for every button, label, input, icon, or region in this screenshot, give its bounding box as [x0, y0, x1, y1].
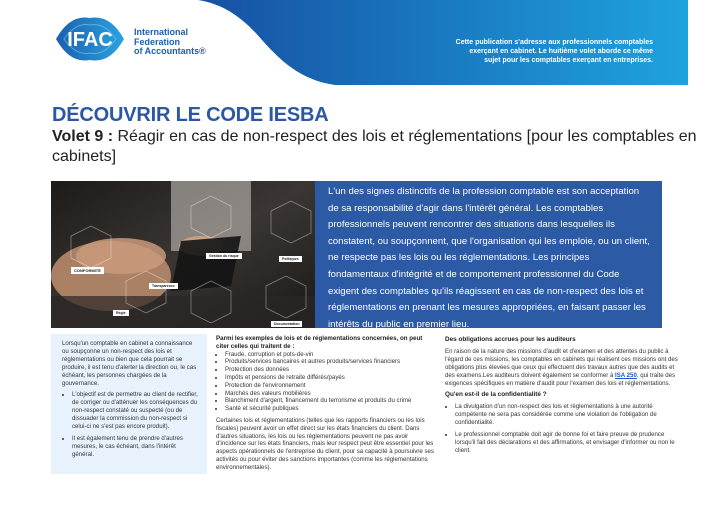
examples-list: [216, 351, 436, 413]
ifac-logo-text: [134, 28, 206, 57]
intro-text: L'un des signes distinctifs de la profession comptable est son acceptation de sa responsabilité d'agir dans l'intérêt général. Les comptables professionnels peuvent rencontrer des situations dans lesquelles ils constatent, ou soupçonnent, que l'organisation qui les emploie, ou un client, ne respecte pas les lois ou les réglementations. Les principes fondamentaux d'intégrité et de comportement professionnel du Code exigent des comptables qu'ils réagissent en cas de non-respect des lois et réglementations en prenant les mesures appropriées, en faisant passer les intérêts du public en premier lieu.: [328, 186, 650, 330]
image-label: Transparence: [149, 283, 178, 289]
list-item: • Il est également tenu de prendre d'autres mesures, le cas échéant, dans l'intérêt général.: [72, 435, 198, 459]
list-item: • Protection de l'environnement: [225, 382, 436, 390]
image-label: Documentation: [271, 321, 302, 327]
ifac-logo: [50, 14, 130, 64]
list-item: • L'objectif est de permettre au client de rectifier, de corriger ou d'atténuer les conséquences du non-respect constaté ou suspecté (ou de dissuader la commission du non-respect si celui-ci ne s'est pas encore produit).: [72, 391, 198, 431]
examples-column: [216, 335, 436, 472]
auditors-paragraph: [445, 348, 681, 388]
confidentiality-heading: Qu'en est-il de la confidentialité ?: [445, 391, 547, 399]
list-item: • Blanchiment d'argent, financement du terrorisme et produits du crime: [225, 397, 436, 405]
list-item: • Santé et sécurité publiques: [225, 405, 436, 413]
confidentiality-list: [445, 403, 681, 454]
auditors-heading: Des obligations accrues pour les auditeurs: [445, 336, 576, 343]
image-label: Règle: [113, 310, 129, 316]
list-item: • La divulgation d'un non-respect des lois et réglementations à une autorité compétente ne sera pas considérée comme une violation de l'obligation de confidentialité.: [455, 403, 681, 427]
paragraph-text: , qui traite des exigences spécifiques en matière d'audit pour l'examen des lois et réglementations.: [445, 371, 676, 387]
image-label: CONFORMITÉ: [71, 267, 104, 274]
svg-text:IFAC: IFAC: [67, 29, 113, 51]
logo-line: of Accountants®: [134, 46, 206, 56]
logo-line: Federation: [134, 36, 181, 47]
isa-250-link[interactable]: ISA 250: [615, 371, 637, 379]
image-label: Politiques: [279, 256, 302, 262]
intro-box: [315, 181, 662, 328]
logo-line: International: [134, 27, 189, 37]
list-item: • Le professionnel comptable doit agir de bonne foi et faire preuve de prudence lorsqu'il fait des déclarations et des affirmations, et envisager d'informer ou non le client.: [455, 431, 681, 455]
list-item: • Fraude, corruption et pots-de-vin: [225, 351, 436, 359]
summary-intro: Lorsqu'un comptable en cabinet a connaissance ou soupçonne un non-respect des lois et réglementations ou bien que cela pourrait se produire, il est tenu d'alerter la direction ou, le cas échéant, les personnes chargées de la gouvernance.: [62, 340, 197, 387]
list-item: • Impôts et pensions de retraite différés/payés: [225, 374, 436, 382]
image-label: Gestion du risque: [206, 253, 242, 259]
list-item: • Protection des données: [225, 366, 436, 374]
page-title: DÉCOUVRIR LE CODE IESBA: [52, 104, 329, 126]
volet-text: Réagir en cas de non-respect des lois et réglementations [pour les comptables en cabinets]: [52, 128, 697, 165]
hero-photo-illustration: [51, 181, 315, 328]
examples-heading: Parmi les exemples de lois et de réglementations concernées, on peut citer celles qui traitent de :: [216, 335, 423, 350]
summary-box: [51, 334, 207, 474]
paragraph-text: En raison de la nature des missions d'audit et d'examen et des attentes du public à l'égard de ces missions, les comptables en cabinets qui réalisent ces missions ont des obligations plus élevées que ceux qui effectuent des travaux autres que des audits et des examens.Les auditeurs doivent également se conformer à: [445, 347, 678, 379]
page-subtitle: [52, 127, 702, 167]
volet-label: Volet 9 :: [52, 128, 114, 145]
examples-paragraph: Certaines lois et réglementations (telles que les rapports financiers ou les lois fiscales) peuvent avoir un effet direct sur les états financiers du client. Dans d'autres situations, les lois ou les réglementations peuvent ne pas avoir d'incidence sur les états financiers, mais leur respect peut être essentiel pour les aspects opérationnels de l'entreprise du client, pour sa capacité à poursuivre ses activités ou pour éviter des sanctions importantes (comme les réglementations environnementales).: [216, 416, 434, 471]
summary-list: [62, 391, 198, 458]
auditors-column: [445, 336, 681, 459]
list-item: • Produits/services bancaires et autres produits/services financiers: [225, 358, 436, 366]
list-item: • Marchés des valeurs mobilières: [225, 390, 436, 398]
header-note: Cette publication s'adresse aux professionnels comptables exerçant en cabinet. Le huitième volet aborde ce même sujet pour les comptables exerçant en entreprises.: [455, 39, 653, 64]
hero-image: [51, 181, 315, 328]
